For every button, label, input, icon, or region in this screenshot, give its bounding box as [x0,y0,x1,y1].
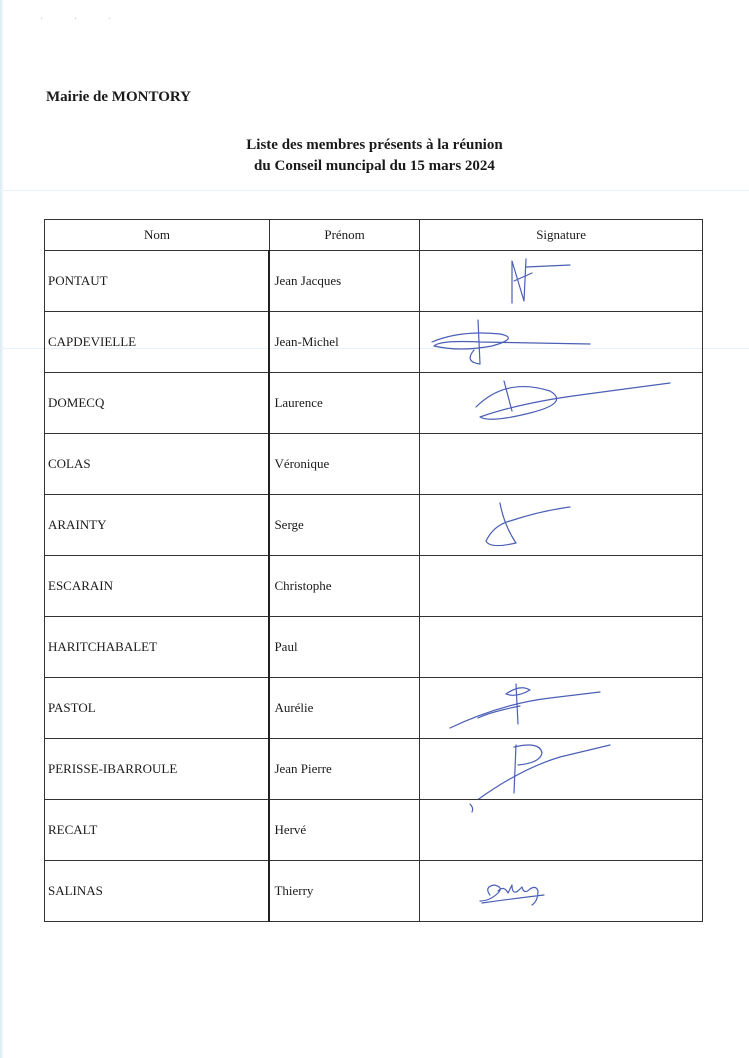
cell-prenom: Jean Pierre [269,739,419,800]
table-header-row [45,220,703,251]
signature-perisse-ibarroule [420,739,705,799]
attendance-table [44,219,703,922]
cell-prenom: Paul [269,617,419,678]
cell-signature [420,800,703,861]
cell-prenom: Thierry [269,861,419,922]
header-nom: Nom [45,220,270,251]
header-signature: Signature [420,220,703,251]
table-row [45,312,703,373]
table-row [45,678,703,739]
cell-signature [420,434,703,495]
table-row [45,739,703,800]
cell-nom: PONTAUT [45,251,270,312]
scan-artifact-line [0,190,749,191]
cell-signature [420,861,703,922]
cell-nom: HARITCHABALET [45,617,270,678]
cell-nom: CAPDEVIELLE [45,312,270,373]
cell-signature [420,312,703,373]
table-row [45,495,703,556]
table-row [45,617,703,678]
mairie-heading: Mairie de MONTORY [46,89,192,105]
header-prenom: Prénom [269,220,419,251]
cell-prenom: Christophe [269,556,419,617]
signature-capdevielle [420,312,705,372]
cell-nom: SALINAS [45,861,270,922]
cell-nom: PERISSE-IBARROULE [45,739,270,800]
title-line-2: du Conseil muncipal du 15 mars 2024 [254,158,495,174]
cell-nom: RECALT [45,800,270,861]
cell-prenom: Serge [269,495,419,556]
cell-nom: ESCARAIN [45,556,270,617]
table-row [45,800,703,861]
table-row [45,373,703,434]
title-line-1: Liste des membres présents à la réunion [246,137,503,153]
cell-signature [420,495,703,556]
cell-prenom: Aurélie [269,678,419,739]
document-title [0,135,749,177]
cell-prenom: Véronique [269,434,419,495]
cell-signature [420,739,703,800]
cell-nom: DOMECQ [45,373,270,434]
signature-arainty [420,495,705,555]
signature-pastol [420,678,705,738]
signature-salinas [420,861,705,921]
cell-prenom: Hervé [269,800,419,861]
table-row [45,556,703,617]
cell-prenom: Laurence [269,373,419,434]
signature-pontaut [420,251,705,311]
signature-domecq [420,373,705,433]
scan-dots: · · · [40,14,125,25]
cell-prenom: Jean-Michel [269,312,419,373]
table-row [45,861,703,922]
table-row [45,434,703,495]
cell-signature [420,556,703,617]
cell-signature [420,373,703,434]
cell-prenom: Jean Jacques [269,251,419,312]
cell-signature [420,678,703,739]
cell-signature [420,617,703,678]
cell-nom: COLAS [45,434,270,495]
cell-nom: PASTOL [45,678,270,739]
ink-mark [420,800,705,860]
cell-signature [420,251,703,312]
cell-nom: ARAINTY [45,495,270,556]
table-row [45,251,703,312]
